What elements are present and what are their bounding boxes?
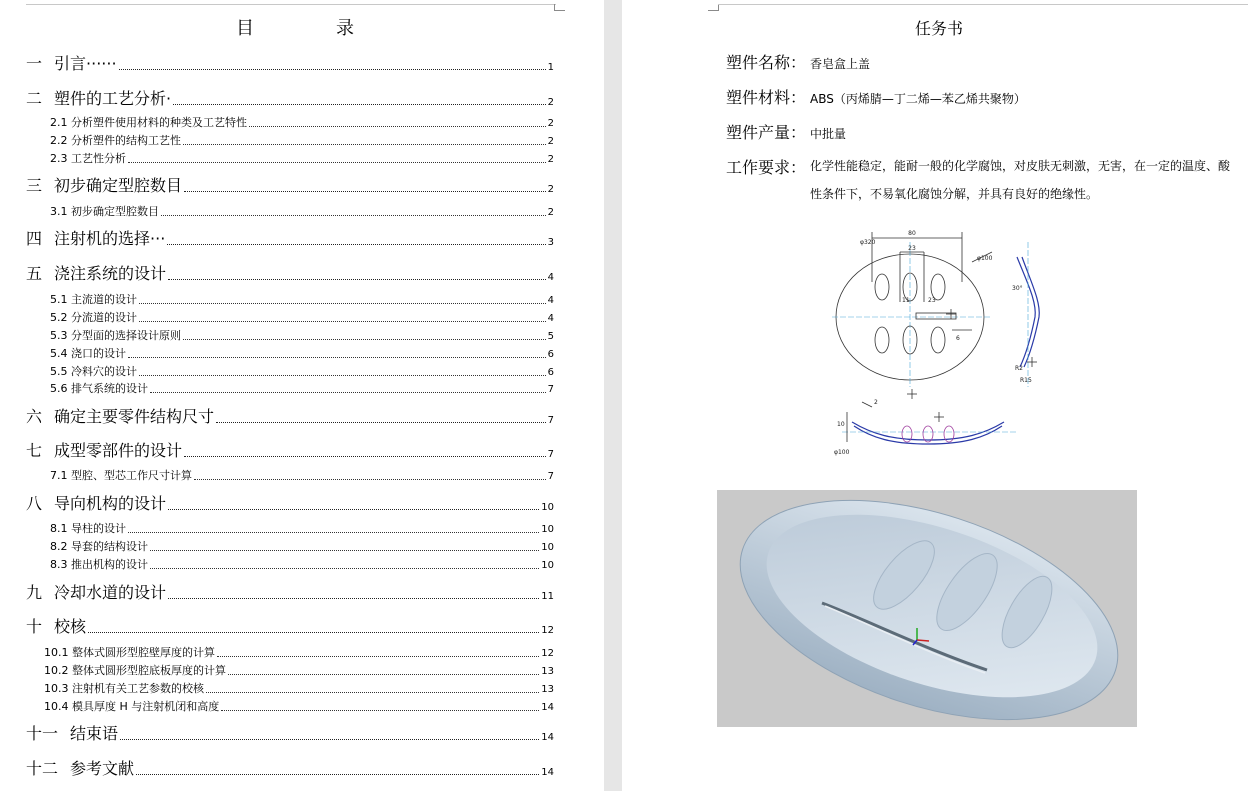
toc-entry-label bbox=[50, 327, 181, 343]
toc-page-number: 7 bbox=[547, 471, 554, 482]
toc-entry-label bbox=[50, 556, 148, 572]
toc-section[interactable] bbox=[50, 364, 554, 379]
toc-chapter-number: 十 bbox=[26, 617, 43, 636]
toc-chapter-number: 三 bbox=[26, 176, 43, 195]
field-name-label: 塑件名称： bbox=[726, 53, 807, 72]
toc-entry-label bbox=[50, 150, 126, 166]
toc-entry-text: 5.5 冷料穴的设计 bbox=[50, 365, 137, 378]
toc-entry-label bbox=[50, 363, 137, 379]
toc-chapter-number: 八 bbox=[26, 494, 43, 513]
field-volume-value: 中批量 bbox=[810, 127, 847, 141]
page-top-line bbox=[718, 4, 1248, 5]
toc-section[interactable] bbox=[44, 699, 554, 714]
toc-title-b: 录 bbox=[336, 18, 354, 39]
toc-entry-label bbox=[50, 520, 126, 536]
toc-leader-dots bbox=[150, 391, 546, 393]
field-requirements bbox=[726, 155, 1240, 208]
toc-leader-dots bbox=[168, 278, 546, 280]
toc-title bbox=[0, 14, 590, 40]
toc-page-number: 1 bbox=[547, 62, 554, 73]
toc-chapter-number: 六 bbox=[26, 407, 43, 426]
toc-leader-dots bbox=[139, 302, 546, 304]
toc-entry-text: 冷却水道的设计 bbox=[54, 583, 167, 602]
toc-entry-text: 7.1 型腔、型芯工作尺寸计算 bbox=[50, 469, 192, 482]
toc-leader-dots bbox=[173, 103, 546, 105]
toc-section[interactable] bbox=[50, 151, 554, 166]
toc-entry-label bbox=[26, 261, 166, 284]
toc-leader-dots bbox=[128, 531, 539, 533]
toc-chapter[interactable] bbox=[26, 52, 554, 74]
toc-leader-dots bbox=[119, 68, 546, 70]
toc-page-number: 2 bbox=[547, 97, 554, 108]
toc-section[interactable] bbox=[50, 115, 554, 130]
page-corner-mark bbox=[554, 4, 565, 11]
toc-section[interactable] bbox=[50, 557, 554, 572]
toc-page-number: 4 bbox=[547, 272, 554, 283]
toc-entry-text: 5.4 浇口的设计 bbox=[50, 347, 126, 360]
toc-entry-text: 8.3 推出机构的设计 bbox=[50, 558, 148, 571]
toc-entry-label bbox=[50, 114, 247, 130]
toc-page-number: 4 bbox=[547, 295, 554, 306]
dim-100: φ100 bbox=[977, 255, 993, 262]
toc-page-number: 2 bbox=[547, 207, 554, 218]
toc-leader-dots bbox=[221, 709, 539, 711]
toc-page-number: 2 bbox=[547, 184, 554, 195]
toc-entry-label bbox=[50, 538, 148, 554]
toc-section[interactable] bbox=[50, 310, 554, 325]
toc-entry-label bbox=[26, 86, 171, 109]
toc-chapter-number: 十一 bbox=[26, 724, 59, 743]
toc-page-number: 14 bbox=[541, 702, 554, 713]
toc-entry-label bbox=[26, 173, 182, 196]
toc-leader-dots bbox=[120, 738, 539, 740]
toc-leader-dots bbox=[128, 161, 546, 163]
page-top-line bbox=[26, 4, 556, 5]
toc-chapter-number: 二 bbox=[26, 89, 43, 108]
toc-section[interactable] bbox=[50, 133, 554, 148]
toc-entry-text: 参考文献 bbox=[70, 759, 135, 778]
toc-chapter-number: 四 bbox=[26, 229, 43, 248]
toc-leader-dots bbox=[194, 478, 546, 480]
field-material-label: 塑件材料： bbox=[726, 88, 807, 107]
toc-entry-text: 引言······ bbox=[54, 54, 117, 73]
toc-page-number: 6 bbox=[547, 349, 554, 360]
toc-leader-dots bbox=[206, 691, 539, 693]
toc-entry-label bbox=[50, 467, 192, 483]
dim-2: 2 bbox=[874, 399, 878, 406]
toc-page-number: 2 bbox=[547, 136, 554, 147]
toc-entry-text: 5.3 分型面的选择设计原则 bbox=[50, 329, 181, 342]
toc-entry-text: 10.1 整体式圆形型腔壁厚度的计算 bbox=[44, 646, 215, 659]
field-name bbox=[726, 50, 870, 74]
toc-entry-text: 5.1 主流道的设计 bbox=[50, 293, 137, 306]
toc-entry-text: 确定主要零件结构尺寸 bbox=[54, 407, 215, 426]
toc-page-number: 7 bbox=[547, 449, 554, 460]
toc-entry-text: 8.2 导套的结构设计 bbox=[50, 540, 148, 553]
toc-page-number: 10 bbox=[541, 560, 554, 571]
toc-chapter[interactable] bbox=[26, 174, 554, 196]
toc-leader-dots bbox=[139, 374, 546, 376]
toc-entry-text: 浇注系统的设计 bbox=[54, 264, 167, 283]
toc-chapter-number: 十二 bbox=[26, 759, 59, 778]
dim-small4: 10 bbox=[837, 421, 845, 428]
dim-320: φ320 bbox=[860, 239, 876, 246]
toc-entry-text: 注射机的选择··· bbox=[54, 229, 166, 248]
toc-entry-text: 8.1 导柱的设计 bbox=[50, 522, 126, 535]
toc-leader-dots bbox=[161, 214, 546, 216]
toc-leader-dots bbox=[168, 597, 539, 599]
soap-box-render bbox=[717, 490, 1137, 727]
toc-entry-text: 结束语 bbox=[70, 724, 119, 743]
dim-100b: φ100 bbox=[834, 449, 850, 456]
toc-section[interactable] bbox=[44, 645, 554, 660]
toc-chapter[interactable] bbox=[26, 439, 554, 461]
toc-leader-dots bbox=[228, 673, 539, 675]
dim-small2: 23 bbox=[928, 297, 936, 304]
toc-entry-label bbox=[50, 345, 126, 361]
dim-80: 80 bbox=[908, 230, 916, 237]
toc-page-number: 10 bbox=[541, 542, 554, 553]
toc-entry-label bbox=[44, 662, 226, 678]
field-material bbox=[726, 85, 1026, 109]
toc-page-number: 7 bbox=[547, 415, 554, 426]
toc-entry-label bbox=[50, 309, 137, 325]
toc-page-number: 7 bbox=[547, 384, 554, 395]
toc-leader-dots bbox=[136, 773, 539, 775]
toc-entry-text: 10.2 整体式圆形型腔底板厚度的计算 bbox=[44, 664, 226, 677]
toc-chapter-number: 七 bbox=[26, 441, 43, 460]
toc-entry-label bbox=[50, 132, 181, 148]
toc-section[interactable] bbox=[50, 521, 554, 536]
toc-page-number: 2 bbox=[547, 154, 554, 165]
toc-section[interactable] bbox=[44, 663, 554, 678]
toc-leader-dots bbox=[217, 655, 539, 657]
toc-entry-text: 5.6 排气系统的设计 bbox=[50, 382, 148, 395]
toc-entry-text: 塑件的工艺分析· bbox=[54, 89, 172, 108]
toc-leader-dots bbox=[183, 338, 546, 340]
toc-page-number: 10 bbox=[541, 502, 554, 513]
toc-leader-dots bbox=[88, 631, 539, 633]
toc-entry-label bbox=[26, 51, 117, 74]
field-volume-label: 塑件产量： bbox=[726, 123, 807, 142]
toc-entry-text: 10.3 注射机有关工艺参数的校核 bbox=[44, 682, 204, 695]
toc-chapter[interactable] bbox=[26, 581, 554, 603]
soap-box-model bbox=[717, 490, 1137, 727]
toc-entry-label bbox=[44, 680, 204, 696]
toc-page-number: 13 bbox=[541, 666, 554, 677]
dim-23: 23 bbox=[908, 245, 916, 252]
toc-entry-text: 2.3 工艺性分析 bbox=[50, 152, 126, 165]
toc-leader-dots bbox=[139, 320, 546, 322]
toc-section[interactable] bbox=[50, 204, 554, 219]
toc-entry-label bbox=[26, 614, 86, 637]
toc-leader-dots bbox=[167, 243, 545, 245]
toc-page-number: 14 bbox=[541, 767, 554, 778]
toc-page-number: 12 bbox=[541, 625, 554, 636]
toc-page-number: 10 bbox=[541, 524, 554, 535]
toc-entry-label bbox=[50, 203, 159, 219]
toc-title-a: 目 bbox=[236, 18, 254, 39]
toc-chapter[interactable] bbox=[26, 227, 554, 249]
field-requirements-value: 化学性能稳定，能耐一般的化学腐蚀，对皮肤无刺激，无害，在一定的温度、酸性条件下，不易氧化腐蚀分解，并具有良好的绝缘性。 bbox=[810, 159, 1231, 201]
toc-leader-dots bbox=[184, 455, 546, 457]
field-name-value: 香皂盒上盖 bbox=[810, 57, 871, 71]
toc-entry-text: 导向机构的设计 bbox=[54, 494, 167, 513]
toc-entry-label bbox=[26, 438, 182, 461]
toc-page-number: 2 bbox=[547, 118, 554, 129]
toc-chapter[interactable] bbox=[26, 405, 554, 427]
toc-page-number: 5 bbox=[547, 331, 554, 342]
field-material-value: ABS（丙烯腈—丁二烯—苯乙烯共聚物） bbox=[810, 92, 1026, 106]
task-title: 任务书 bbox=[914, 19, 963, 38]
dim-r15: R15 bbox=[1020, 377, 1032, 384]
toc-section[interactable] bbox=[50, 539, 554, 554]
toc-entry-label bbox=[26, 226, 165, 249]
toc-page-number: 14 bbox=[541, 732, 554, 743]
toc-chapter[interactable] bbox=[26, 492, 554, 514]
field-volume bbox=[726, 120, 846, 144]
toc-entry-text: 2.1 分析塑件使用材料的种类及工艺特性 bbox=[50, 116, 247, 129]
field-requirements-label: 工作要求： bbox=[726, 158, 807, 177]
toc-entry-label bbox=[26, 756, 134, 779]
toc-entry-text: 初步确定型腔数目 bbox=[54, 176, 183, 195]
toc-leader-dots bbox=[150, 567, 539, 569]
toc-leader-dots bbox=[216, 421, 546, 423]
toc-page-number: 4 bbox=[547, 313, 554, 324]
toc-entry-text: 3.1 初步确定型腔数目 bbox=[50, 205, 159, 218]
toc-entry-label bbox=[26, 580, 166, 603]
dim-small1: 11 bbox=[902, 297, 910, 304]
dim-small3: 6 bbox=[956, 335, 960, 342]
toc-entry-text: 5.2 分流道的设计 bbox=[50, 311, 137, 324]
toc-leader-dots bbox=[150, 549, 539, 551]
toc-section[interactable] bbox=[50, 381, 554, 396]
toc-page-number: 3 bbox=[547, 237, 554, 248]
toc-chapter[interactable] bbox=[26, 722, 554, 744]
toc-page bbox=[0, 0, 604, 791]
toc-entry-text: 校核 bbox=[54, 617, 87, 636]
toc-entry-label bbox=[26, 491, 166, 514]
toc-leader-dots bbox=[128, 356, 546, 358]
toc-section[interactable] bbox=[44, 681, 554, 696]
toc-chapter[interactable] bbox=[26, 757, 554, 779]
toc-chapter[interactable] bbox=[26, 615, 554, 637]
toc-entry-label bbox=[26, 721, 118, 744]
toc-page-number: 12 bbox=[541, 648, 554, 659]
toc-chapter[interactable] bbox=[26, 262, 554, 284]
toc-leader-dots bbox=[249, 125, 546, 127]
toc-entry-label bbox=[50, 291, 137, 307]
toc-entry-label bbox=[50, 380, 148, 396]
toc-chapter[interactable] bbox=[26, 87, 554, 109]
toc-chapter-number: 五 bbox=[26, 264, 43, 283]
toc-entry-text: 2.2 分析塑件的结构工艺性 bbox=[50, 134, 181, 147]
page-corner-mark bbox=[708, 4, 719, 11]
toc-section[interactable] bbox=[50, 468, 554, 483]
toc-chapter-number: 一 bbox=[26, 54, 43, 73]
task-page bbox=[622, 0, 1256, 791]
toc-leader-dots bbox=[168, 508, 539, 510]
toc-page-number: 6 bbox=[547, 367, 554, 378]
toc-section[interactable] bbox=[50, 292, 554, 307]
toc-leader-dots bbox=[184, 190, 546, 192]
toc-section[interactable] bbox=[50, 346, 554, 361]
toc-section[interactable] bbox=[50, 328, 554, 343]
toc-entry-label bbox=[44, 698, 219, 714]
toc-leader-dots bbox=[183, 143, 546, 145]
toc-page-number: 11 bbox=[541, 591, 554, 602]
toc-entry-text: 成型零部件的设计 bbox=[54, 441, 183, 460]
technical-drawing bbox=[832, 222, 1082, 462]
toc-entry-text: 10.4 模具厚度 H 与注射机闭和高度 bbox=[44, 700, 220, 713]
toc-entry-label bbox=[44, 644, 215, 660]
toc-page-number: 13 bbox=[541, 684, 554, 695]
toc-entry-label bbox=[26, 404, 214, 427]
toc-chapter-number: 九 bbox=[26, 583, 43, 602]
dim-r2: R2 bbox=[1015, 365, 1023, 372]
dim-angle: 30° bbox=[1012, 285, 1023, 292]
